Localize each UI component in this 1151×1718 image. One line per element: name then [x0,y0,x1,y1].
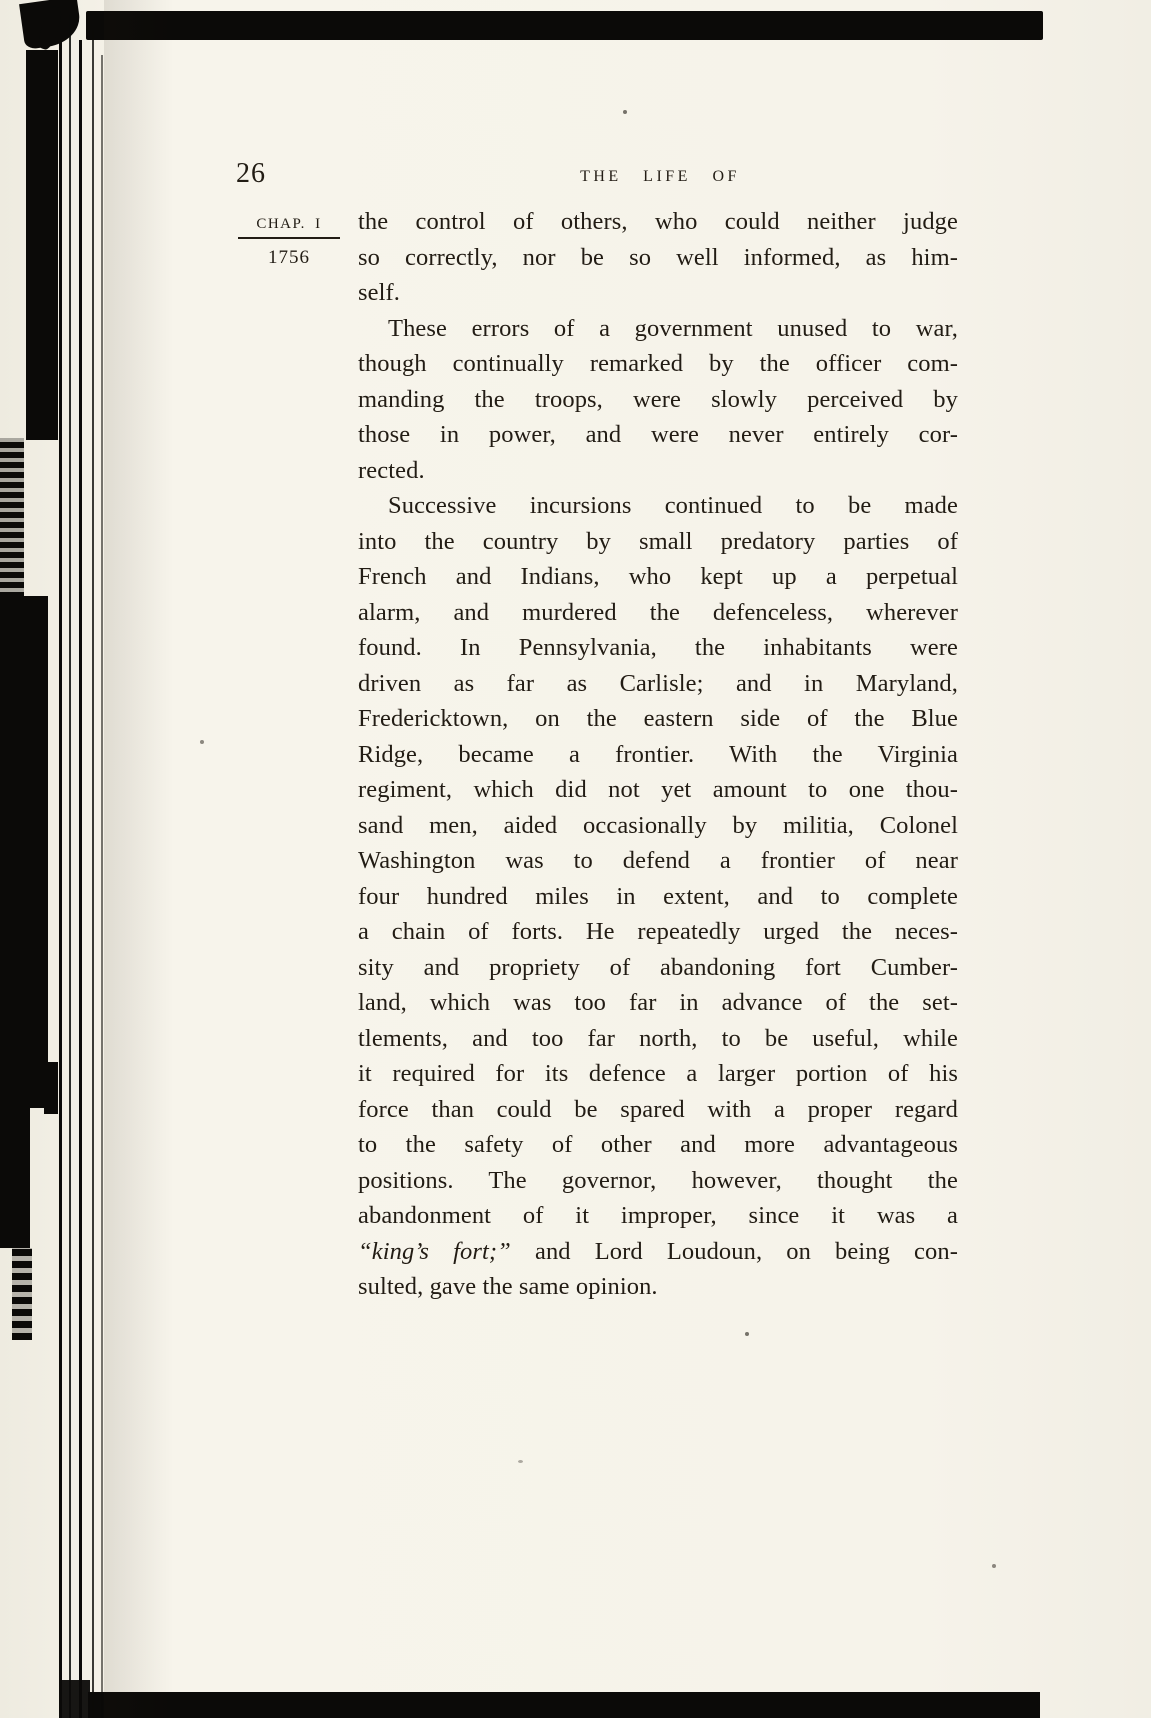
text-line [358,453,958,489]
scan-artifact-hatch [12,1248,32,1340]
text-segment: though continually remarked by the officer com- [358,350,958,377]
paragraph [358,488,958,1305]
text-line [358,772,958,808]
binding-shadow [104,0,174,1718]
text-segment: to the safety of other and more advantageous [358,1131,958,1158]
text-line [358,559,958,595]
text-line [358,737,958,773]
chapter-rule [238,237,340,239]
text-segment: sity and propriety of abandoning fort Cumber- [358,953,958,981]
scan-artifact-block [26,50,58,440]
text-segment: manding the troops, were slowly perceived by [358,385,958,413]
binding-line [79,40,82,1718]
paper-speck [992,1564,996,1568]
text-segment: Washington was to defend a frontier of near [358,847,958,874]
text-line [358,524,958,560]
text-segment: force than could be spared with a proper regard [358,1095,958,1123]
page-number: 26 [236,158,266,189]
scan-artifact-block [60,1680,90,1718]
text-segment: a chain of forts. He repeatedly urged the neces- [358,918,958,945]
text-line [358,950,958,986]
text-segment: abandonment of it improper, since it was a [358,1202,958,1229]
text-line [358,1198,958,1234]
page-body [358,204,958,1305]
text-segment: positions. The governor, however, thought the [358,1166,958,1194]
text-segment: sulted, gave the same opinion. [358,1273,658,1300]
paper-speck [623,110,627,114]
text-segment: tlements, and too far north, to be useful, while [358,1024,958,1052]
text-segment: driven as far as Carlisle; and in Maryland, [358,669,958,697]
binding-line [92,30,94,1718]
running-header: THE LIFE OF [580,168,740,185]
italic-quote: “king’s fort;” [358,1237,511,1265]
text-line [358,1127,958,1163]
binding-line [101,55,103,1718]
scan-artifact-hatch [0,438,24,598]
text-line [358,1234,958,1270]
scan-artifact-bottom-bar [88,1692,1040,1718]
paper-speck [745,1332,749,1336]
text-segment: self. [358,279,400,306]
paragraph [358,311,958,489]
scan-artifact-block [0,1106,30,1248]
margin-notes [238,216,340,269]
text-segment: four hundred miles in extent, and to complete [358,882,958,910]
text-line [358,985,958,1021]
text-line [358,311,958,347]
scan-artifact-block [44,1062,58,1114]
text-line [358,879,958,915]
text-line [358,488,958,524]
text-segment: land, which was too far in advance of the set- [358,989,958,1016]
paper-speck [200,740,204,744]
text-line [358,1092,958,1128]
text-segment: French and Indians, who kept up a perpetual [358,563,958,590]
text-line [358,808,958,844]
text-segment: Ridge, became a frontier. With the Virginia [358,740,958,768]
text-line [358,595,958,631]
scan-artifact-block [0,596,48,1108]
year-label: 1756 [268,247,310,268]
text-line [358,666,958,702]
text-line [358,275,958,311]
text-line [358,382,958,418]
text-segment: and Lord Loudoun, on being con- [510,1237,958,1265]
text-segment: so correctly, nor be so well informed, as him- [358,243,958,271]
text-segment: rected. [358,456,425,484]
text-segment: regiment, which did not yet amount to one thou- [358,776,958,803]
text-segment: Successive incursions continued to be made [388,492,958,519]
text-segment: into the country by small predatory parties of [358,527,958,555]
text-segment: sand men, aided occasionally by militia, Colonel [358,811,958,839]
text-line [358,843,958,879]
text-line [358,417,958,453]
text-line [358,630,958,666]
text-line [358,240,958,276]
text-segment: alarm, and murdered the defenceless, wherever [358,598,958,626]
text-segment: found. In Pennsylvania, the inhabitants were [358,634,958,661]
text-segment: the control of others, who could neither judge [358,208,958,235]
text-line [358,1056,958,1092]
text-line [358,701,958,737]
text-line [358,1021,958,1057]
text-segment: those in power, and were never entirely cor- [358,421,958,448]
text-line [358,204,958,240]
text-line [358,1269,958,1305]
text-segment: These errors of a government unused to war, [388,314,958,342]
text-segment: Fredericktown, on the eastern side of the Blue [358,705,958,732]
text-line [358,914,958,950]
paper-speck [518,1460,523,1463]
chapter-label: CHAP. I [256,216,322,232]
binding-line [59,25,62,1718]
text-segment: it required for its defence a larger portion of his [358,1060,958,1087]
paragraph [358,204,958,311]
text-line [358,346,958,382]
text-line [358,1163,958,1199]
scan-artifact-top-bar [86,11,1043,40]
binding-line [69,15,71,1718]
